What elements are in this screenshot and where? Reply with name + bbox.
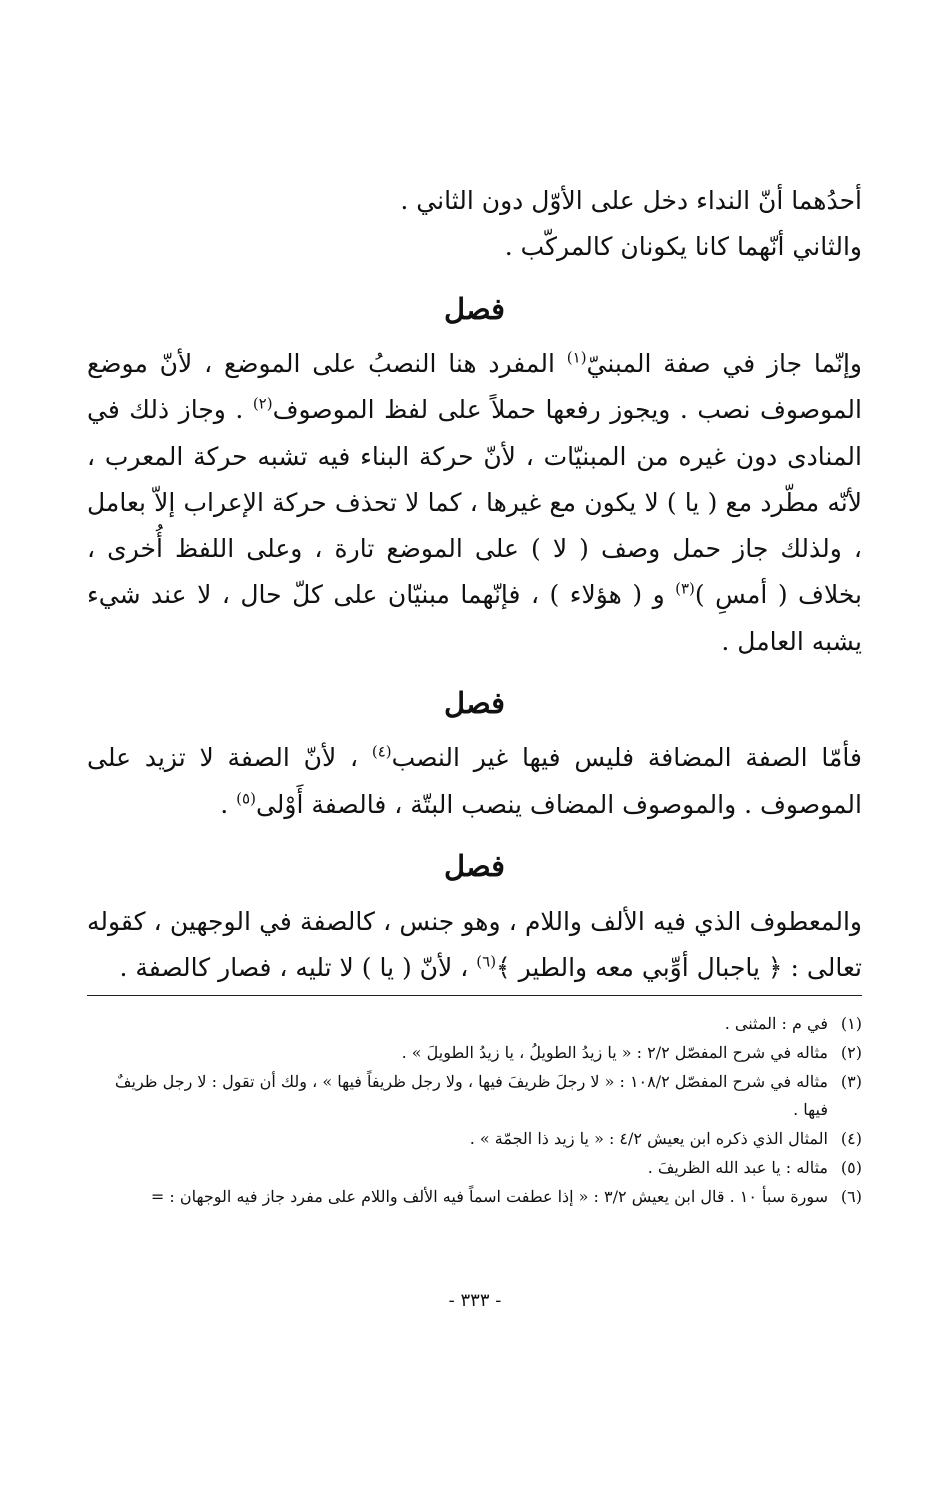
section-paragraph-1 [87,341,862,665]
footnote-item [87,1068,862,1126]
footnote-item [87,1125,862,1154]
section-paragraph-3 [87,899,862,992]
footnote-number: (٢) [840,1042,862,1062]
paragraph-text: . [220,789,237,819]
paragraph-text: ، لأنّ ( يا ) لا تليه ، فصار كالصفة . [119,952,477,982]
section-heading-1: فصل [444,291,505,326]
footnote-number: (٣) [840,1071,862,1091]
page-number: - ٣٣٣ - [448,1290,502,1311]
paragraph-text: المفرد هنا النصبُ على الموضع ، لأنّ موضع الموصوف نصب . ويجوز رفعها حملاً على لفظ الموصوف [87,349,862,425]
footnote-ref: (٥) [236,789,256,808]
section-paragraph-2 [87,735,862,828]
footnotes [87,1010,862,1212]
footnote-text: مثاله في شرح المفصّل ٢/٢ : « يا زيدُ الطويلُ ، يا زيدُ الطويلَ » . [401,1042,828,1062]
footnote-text: مثاله في شرح المفصّل ١٠٨/٢ : « لا رجلَ ظريفَ فيها ، ولا رجل ظريفاً فيها » ، ولك أن تقول : لا رجل ظريفٌ فيها . [114,1071,828,1120]
footnote-item [87,1039,862,1068]
paragraph-text: و ( هؤلاء ) ، فإنّهما مبنيّان على كلّ حال ، لا عند شيء يشبه العامل . [87,580,862,656]
paragraph-text: . وجاز ذلك في المنادى دون غيره من المبنيّات ، لأنّ حركة البناء فيه تشبه حركة المعرب ، لأنّه مطّرد مع ( يا ) لا يكون مع غيرها ، كما لا تحذف حركة الإعراب إلاّ بعامل ، ولذلك جاز حمل وصف ( لا ) على الموضع تارة ، وعلى اللفظ أُخرى ، بخلاف ( أمسِ ) [87,395,862,610]
footnote-number: (٦) [840,1186,862,1206]
footnote-number: (١) [840,1014,862,1033]
paragraph-text: فأمّا الصفة المضافة فليس فيها غير النصب [391,743,862,773]
paragraph-text: ، لأنّ الصفة لا تزيد على الموصوف . والموصوف المضاف ينصب البتّة ، فالصفة أَوْلى [87,743,862,819]
footnote-divider [87,995,862,996]
section-heading-2: فصل [444,685,505,720]
footnote-item [87,1183,862,1212]
text-line-2: والثاني أنّهما كانا يكونان كالمركّب . [504,232,862,262]
text-line-1: أحدُهما أنّ النداء دخل على الأوّل دون الثاني . [400,186,862,215]
footnote-item [87,1154,862,1183]
footnote-text: مثاله : يا عبد الله الظريفَ . [647,1157,828,1177]
footnote-text: سورة سبأ ١٠ . قال ابن يعيش ٣/٢ : « إذا عطفت اسماً فيه الألف واللام على مفرد جاز فيه الوجهان : = [150,1186,828,1206]
main-text [87,178,862,991]
footnote-text: في م : المثنى . [724,1014,828,1033]
footnote-ref: (٢) [252,395,273,414]
footnote-number: (٥) [840,1157,862,1177]
footnote-item [87,1010,862,1039]
footnote-ref: (٤) [371,743,392,762]
footnote-ref: (١) [566,348,587,367]
footnote-text: المثال الذي ذكره ابن يعيش ٤/٢ : « يا زيد ذا الجمّة » . [469,1129,828,1149]
footnote-ref: (٦) [476,952,497,971]
footnote-ref: (٣) [675,580,695,599]
section-heading-3: فصل [444,848,505,883]
paragraph-text: والمعطوف الذي فيه الألف واللام ، وهو جنس ، كالصفة في الوجهين ، كقوله تعالى : ﴿ ياجبال أوِّبي معه والطير ﴾ [87,906,862,982]
paragraph-text: وإنّما جاز في صفة المبنيّ [586,349,862,379]
footnote-number: (٤) [840,1129,862,1149]
